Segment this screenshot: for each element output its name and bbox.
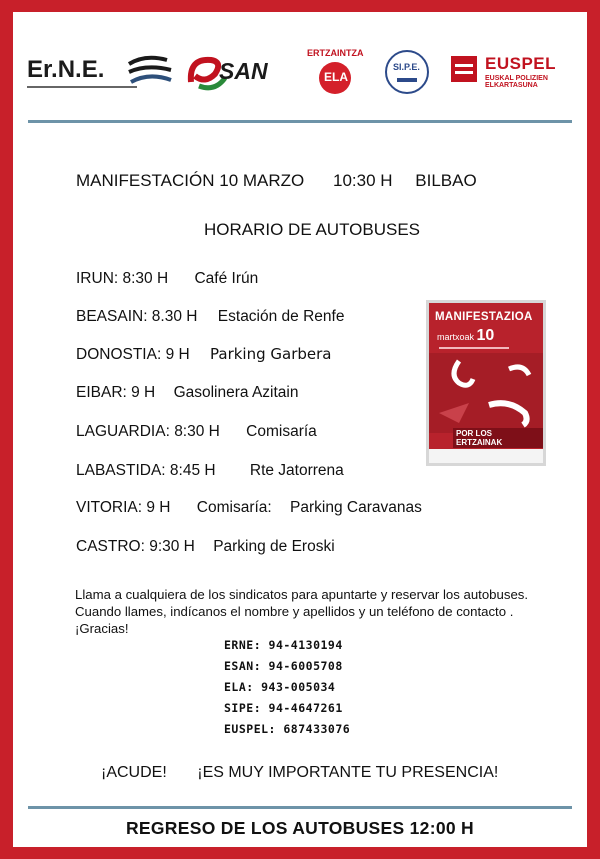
sipe-logo (385, 50, 429, 94)
schedule-row-laguardia (76, 423, 317, 441)
cta-acude: ¡ACUDE! (101, 764, 167, 781)
schedule-heading: HORARIO DE AUTOBUSES (204, 220, 421, 239)
phone-contact-erne: ERNE: 94-4130194 (224, 638, 343, 652)
sipe-logo-bar (397, 78, 417, 82)
manifestazioa-poster-image (426, 300, 546, 466)
schedule-place: Comisaría (246, 423, 317, 440)
esan-logo-text: SAN (219, 58, 268, 84)
esan-logo (185, 52, 289, 94)
euspel-square-icon (451, 56, 477, 82)
poster-crowd-graphic (429, 353, 543, 433)
phone-contact-ela: ELA: 943-005034 (224, 680, 336, 694)
schedule-city: BEASAIN: 8.30 H (76, 308, 198, 325)
schedule-city: DONOSTIA: 9 H (76, 346, 190, 363)
event-title: MANIFESTACIÓN 10 MARZO (76, 171, 305, 190)
bottom-divider (28, 806, 572, 809)
phone-contacts-list (224, 638, 350, 743)
erne-logo-text: Er.N.E. (27, 56, 105, 83)
cta-importante: ¡ES MUY IMPORTANTE TU PRESENCIA! (197, 764, 499, 781)
top-divider (28, 120, 572, 123)
poster-day: 10 (476, 327, 495, 344)
schedule-city: IRUN: 8:30 H (76, 270, 169, 287)
ertzaintza-ela-logo (305, 48, 367, 98)
schedule-row-eibar (76, 384, 299, 402)
event-time: 10:30 H (333, 171, 393, 190)
ertzaintza-logo-text: ERTZAINTZA (307, 48, 364, 58)
schedule-place: Parking de Eroski (213, 538, 335, 555)
poster-date (437, 327, 494, 345)
schedule-row-castro (76, 538, 335, 556)
euspel-logo-subtitle: EUSKAL POLIZIEN ELKARTASUNA (485, 75, 548, 89)
flyer-sheet (13, 12, 587, 847)
schedule-place: Parking Garbera (210, 345, 332, 363)
schedule-city: LABASTIDA: 8:45 H (76, 462, 216, 479)
schedule-city: EIBAR: 9 H (76, 384, 156, 401)
union-logos-row (13, 48, 587, 108)
phone-contact-sipe: SIPE: 94-4647261 (224, 701, 343, 715)
phone-contact-esan: ESAN: 94-6005708 (224, 659, 343, 673)
erne-wave-icon (127, 54, 173, 88)
schedule-row-vitoria (76, 499, 422, 517)
schedule-place: Estación de Renfe (217, 308, 345, 325)
schedule-place-detail: Parking Caravanas (290, 499, 422, 516)
instructions-text: Llama a cualquiera de los sindicatos para apuntarte y reservar los autobuses. Cuando llames, indícanos el nombre y apellidos y un teléfono de contacto . ¡Gracias! (75, 587, 529, 636)
schedule-row-irun (76, 270, 258, 288)
poster-subline (439, 347, 509, 349)
schedule-place: Café Irún (194, 270, 259, 287)
erne-logo (23, 50, 173, 96)
poster-title: MANIFESTAZIOA (435, 311, 533, 323)
event-headline (76, 171, 477, 191)
erne-logo-tagline (27, 86, 137, 88)
poster-footer-strip (429, 449, 543, 463)
poster-slogan: POR LOS ERTZAINAK (453, 428, 543, 448)
schedule-row-beasain (76, 308, 344, 326)
schedule-city: LAGUARDIA: 8:30 H (76, 423, 220, 440)
sipe-logo-text: SI.P.E. (393, 62, 420, 72)
return-time-footer: REGRESO DE LOS AUTOBUSES 12:00 H (125, 818, 474, 838)
phone-contact-euspel: EUSPEL: 687433076 (224, 722, 351, 736)
schedule-place: Gasolinera Azitain (173, 384, 299, 401)
poster-month: martxoak (437, 332, 475, 342)
schedule-city: VITORIA: 9 H (76, 499, 171, 516)
ela-badge-text: ELA (324, 70, 348, 84)
ela-badge (319, 62, 351, 94)
schedule-place: Rte Jatorrena (249, 462, 344, 479)
schedule-place: Comisaría: (196, 499, 272, 516)
schedule-row-labastida (76, 462, 344, 480)
euspel-logo (451, 54, 579, 90)
schedule-city: CASTRO: 9:30 H (76, 538, 195, 555)
schedule-row-donostia (76, 345, 331, 364)
event-city: BILBAO (415, 171, 477, 190)
euspel-logo-text: EUSPEL (485, 54, 557, 73)
call-to-action (101, 764, 498, 782)
